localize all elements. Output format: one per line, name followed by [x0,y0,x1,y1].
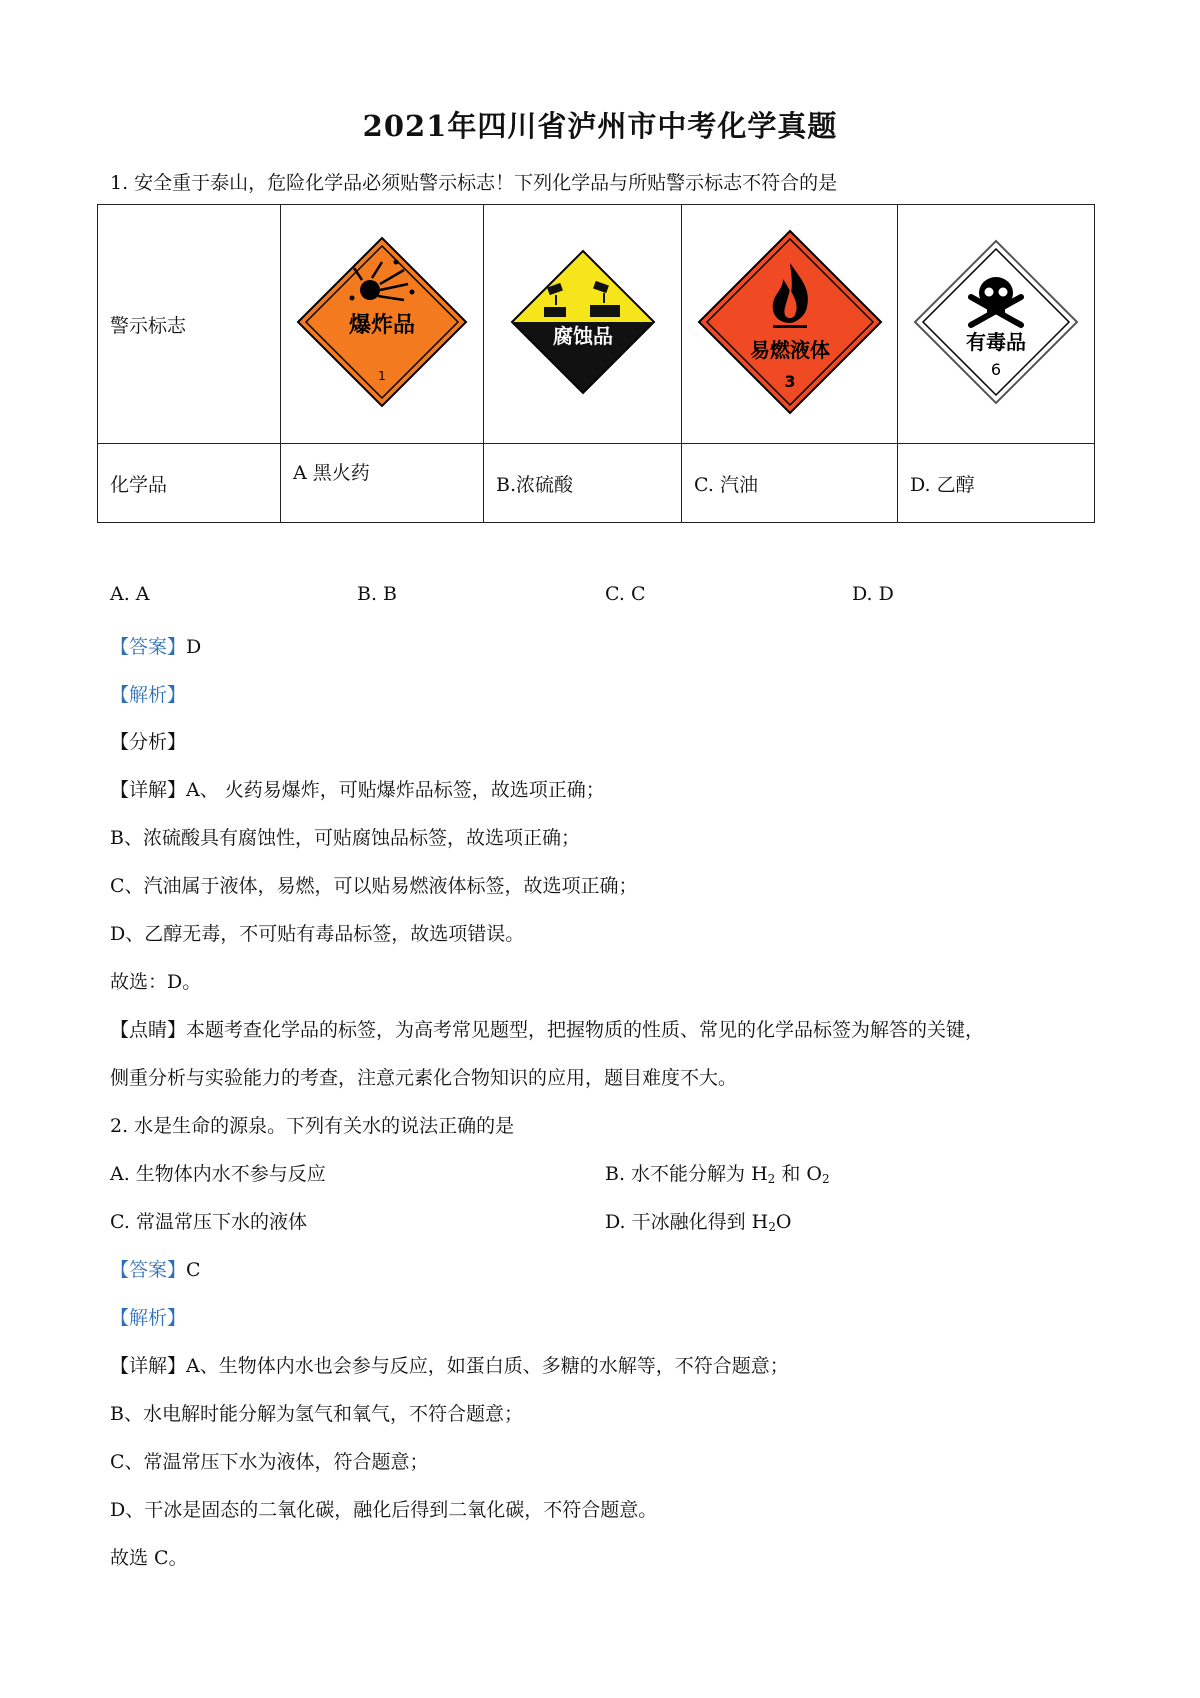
sign-cell-explosive [281,205,484,444]
sign-label-toxic: 有毒品 [966,329,1026,354]
q1-detail-d: D、乙醇无毒，不可贴有毒品标签，故选项错误。 [110,923,525,945]
q1-choose: 故选：D。 [110,971,202,993]
chemical-cell-c: C. 汽油 [682,444,898,523]
q2-detail-b: B、水电解时能分解为氢气和氧气，不符合题意； [110,1403,523,1425]
q1-dianjing-line2: 侧重分析与实验能力的考查，注意元素化合物知识的应用，题目难度不大。 [110,1067,738,1089]
q2-option-d[interactable]: D. 干冰融化得到 $H_2O$ [605,1211,792,1234]
q1-dianjing-line1: 【点睛】本题考查化学品的标签，为高考常见题型，把握物质的性质、常见的化学品标签为解答的关键， [110,1019,985,1041]
q2-option-b[interactable]: B. 水不能分解为 $H_2$ 和 $O_2$ [605,1163,830,1186]
sign-number-flammable: 3 [783,371,796,391]
page-title: 2021年四川省泸州市中考化学真题 [362,109,838,143]
option-a[interactable]: A. A [110,583,150,605]
question-1-answer [110,632,201,659]
q2-detail-a: 【详解】A、生物体内水也会参与反应，如蛋白质、多糖的水解等，不符合题意； [110,1355,789,1377]
chemical-cell-a: A 黑火药 [281,444,484,523]
q2-option-a[interactable]: A. 生物体内水不参与反应 [110,1163,326,1185]
toxic-sign [911,237,1081,407]
table-header-chemical: 化学品 [98,444,281,523]
sign-label-explosive: 爆炸品 [348,312,416,338]
sign-cell-flammable [682,205,898,444]
answer-tag: 【答案】 [110,1259,187,1281]
q1-detail-b: B、浓硫酸具有腐蚀性，可贴腐蚀品标签，故选项正确； [110,827,580,849]
sign-number-explosive: 1 [378,368,386,383]
question-2-answer [110,1255,201,1282]
chemical-cell-b: B.浓硫酸 [484,444,682,523]
flammable-sign [695,227,885,417]
explosive-sign [292,232,472,412]
question-1-stem: 1. 安全重于泰山，危险化学品必须贴警示标志！下列化学品与所贴警示标志不符合的是 [110,172,838,194]
sign-cell-corrosive [484,205,682,444]
sign-label-flammable: 易燃液体 [749,337,830,362]
option-b[interactable]: B. B [357,583,398,605]
q2-detail-c: C、常温常压下水为液体，符合题意； [110,1451,429,1473]
q2-choose: 故选 C。 [110,1547,188,1569]
answer-value: D [186,636,202,658]
question-2-stem: 2. 水是生命的源泉。下列有关水的说法正确的是 [110,1115,515,1137]
answer-tag: 【答案】 [110,636,187,658]
sign-label-corrosive: 腐蚀品 [552,323,613,348]
corrosive-sign [508,247,658,397]
q2-option-c[interactable]: C. 常温常压下水的液体 [110,1211,307,1233]
answer-value: C [186,1259,201,1281]
warning-sign-table [97,204,1095,523]
option-d[interactable]: D. D [852,583,894,605]
chemical-cell-d: D. 乙醇 [898,444,1095,523]
option-c[interactable]: C. C [605,583,646,605]
q2-analysis-tag: 【解析】 [110,1307,187,1329]
fenxi-tag: 【分析】 [110,731,187,753]
analysis-tag: 【解析】 [110,684,187,706]
q1-detail-a: 【详解】A、 火药易爆炸，可贴爆炸品标签，故选项正确； [110,779,605,801]
q1-detail-c: C、汽油属于液体，易燃，可以贴易燃液体标签，故选项正确； [110,875,638,897]
sign-cell-toxic [898,205,1095,444]
table-header-warning-sign: 警示标志 [98,205,281,444]
sign-number-toxic: 6 [990,359,1002,379]
q2-detail-d: D、干冰是固态的二氧化碳，融化后得到二氧化碳，不符合题意。 [110,1499,658,1521]
